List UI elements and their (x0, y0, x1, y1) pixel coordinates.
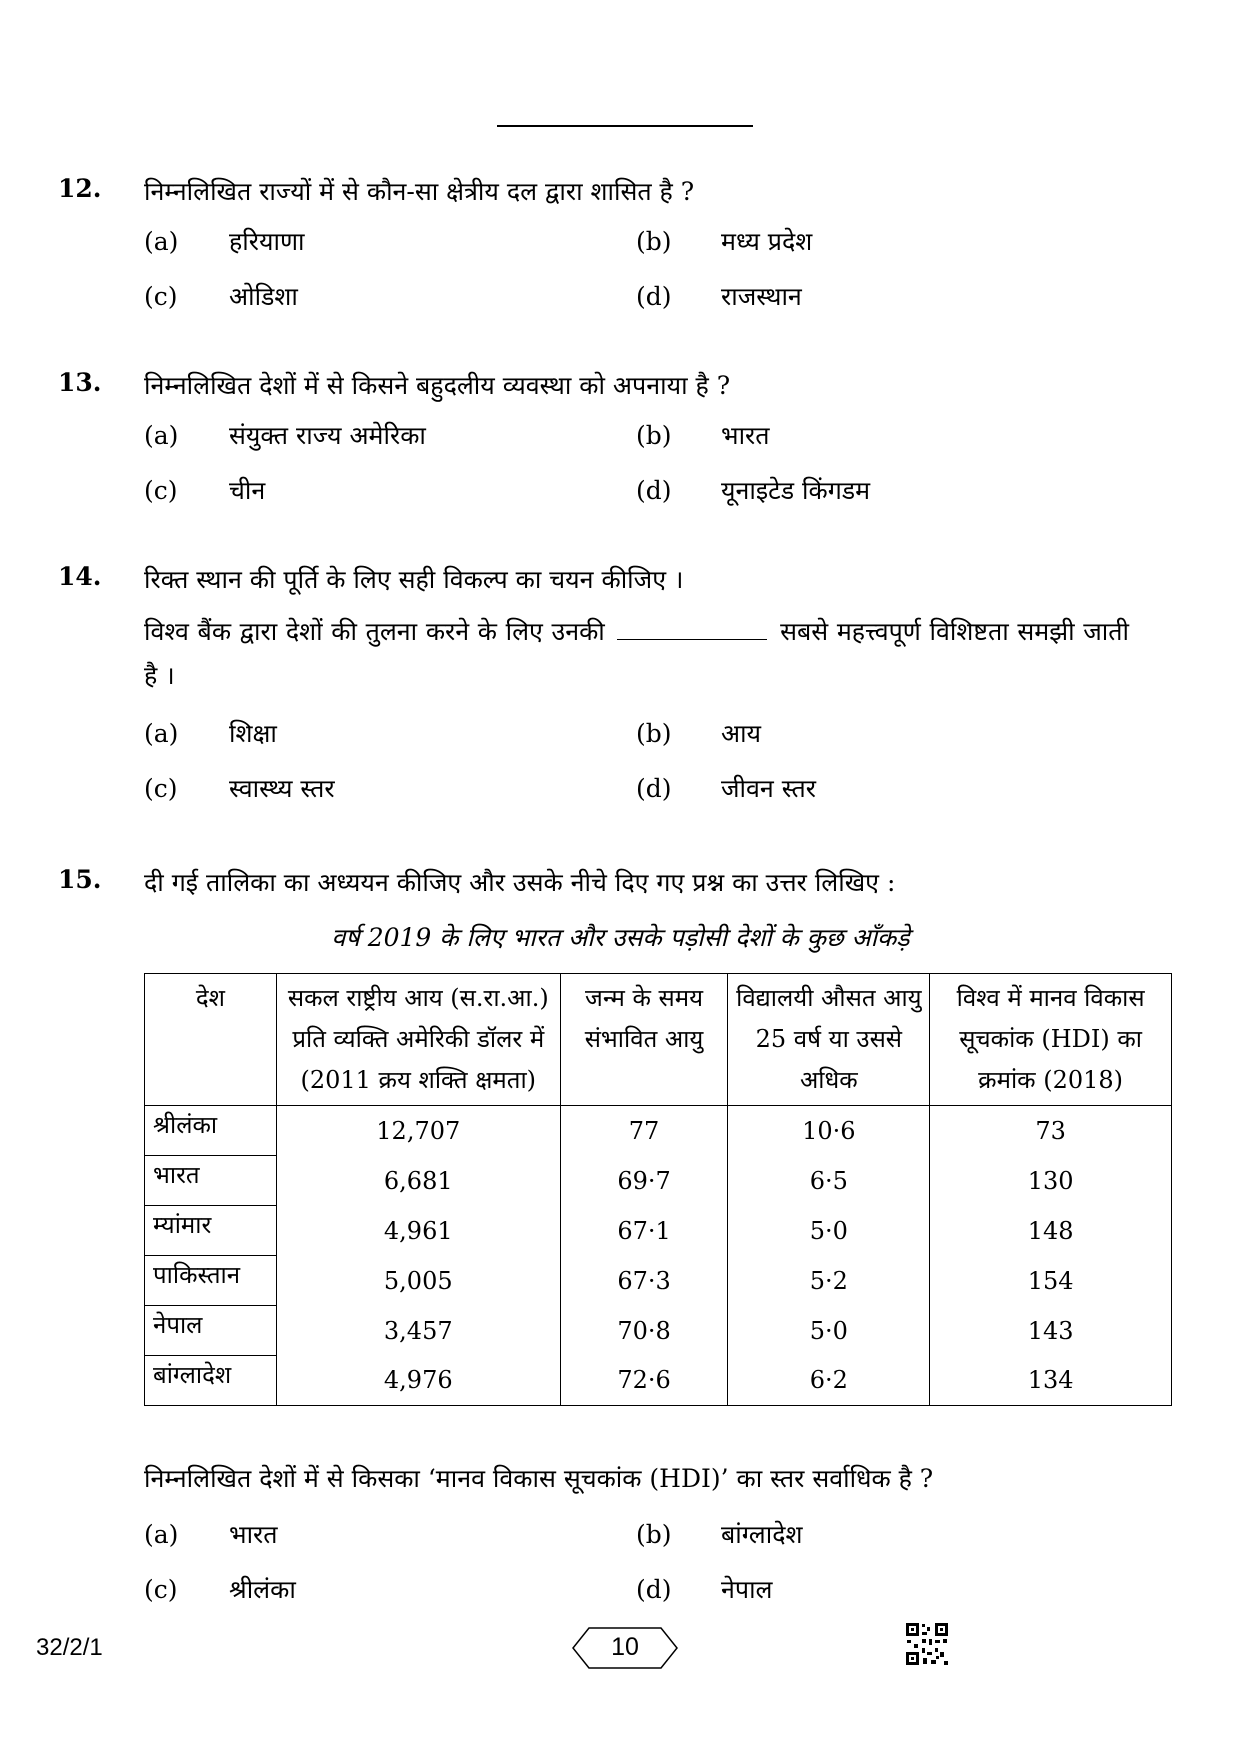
qr-code-icon (905, 1622, 949, 1666)
table-cell: 5,005 (276, 1256, 560, 1306)
question-text: निम्नलिखित राज्यों में से कौन-सा क्षेत्रीय दल द्वारा शासित है ? (144, 177, 695, 206)
option-text: भारत (721, 421, 770, 450)
option-text: हरियाणा (229, 227, 305, 256)
table-row (145, 1256, 1172, 1306)
blank-line (617, 617, 767, 640)
option-text: भारत (229, 1520, 278, 1549)
option-text: राजस्थान (721, 282, 802, 311)
paper-code: 32/2/1 (36, 1634, 103, 1661)
sub-question-text: निम्नलिखित देशों में से किसका ‘मानव विकास सूचकांक (HDI)’ का स्तर सर्वाधिक है ? (144, 1464, 934, 1493)
option-a (144, 716, 277, 750)
table-header-cell: सकल राष्ट्रीय आय (स.रा.आ.) प्रति व्यक्ति अमेरिकी डॉलर में (2011 क्रय शक्ति क्षमता) (276, 974, 560, 1106)
option-text: मध्य प्रदेश (721, 227, 813, 256)
option-label: (a) (144, 719, 179, 748)
fill-in-statement (144, 610, 1129, 698)
table-cell: 73 (930, 1106, 1172, 1156)
table-row (145, 1106, 1172, 1156)
option-d (636, 1572, 773, 1606)
top-divider-rule (497, 125, 753, 127)
option-label: (b) (636, 421, 672, 450)
option-c (144, 279, 298, 313)
page-number-badge (571, 1626, 679, 1670)
table-header-cell: देश (145, 974, 277, 1106)
question-text: निम्नलिखित देशों में से किसने बहुदलीय व्यवस्था को अपनाया है ? (144, 371, 731, 400)
option-label: (c) (144, 774, 178, 803)
data-table (144, 973, 1172, 1406)
table-cell-country: पाकिस्तान (145, 1256, 277, 1306)
option-text: ओडिशा (229, 282, 298, 311)
option-text: नेपाल (721, 1575, 773, 1604)
table-cell: 5·0 (728, 1306, 930, 1356)
option-b (636, 1517, 802, 1551)
table-row (145, 1356, 1172, 1406)
table-cell: 10·6 (728, 1106, 930, 1156)
option-c (144, 771, 335, 805)
table-cell-country: बांग्लादेश (145, 1356, 277, 1406)
option-a (144, 1517, 278, 1551)
statement-after-blank: सबसे महत्त्वपूर्ण विशिष्टता समझी जाती है । (144, 617, 1129, 690)
option-label: (c) (144, 282, 178, 311)
table-cell: 4,961 (276, 1206, 560, 1256)
table-cell-country: नेपाल (145, 1306, 277, 1356)
table-row (145, 1306, 1172, 1356)
option-label: (b) (636, 227, 672, 256)
option-label: (a) (144, 421, 179, 450)
table-cell: 148 (930, 1206, 1172, 1256)
table-cell-country: म्यांमार (145, 1206, 277, 1256)
option-text: यूनाइटेड किंगडम (721, 476, 871, 505)
option-c (144, 1572, 296, 1606)
option-c (144, 473, 265, 507)
table-cell: 130 (930, 1156, 1172, 1206)
table-cell: 154 (930, 1256, 1172, 1306)
option-text: चीन (229, 476, 266, 505)
table-cell: 134 (930, 1356, 1172, 1406)
option-b (636, 224, 812, 258)
table-cell: 67·1 (560, 1206, 728, 1256)
table-header-cell: विद्यालयी औसत आयु 25 वर्ष या उससे अधिक (728, 974, 930, 1106)
option-label: (b) (636, 1520, 672, 1549)
option-a (144, 224, 305, 258)
table-cell: 6·5 (728, 1156, 930, 1206)
table-cell: 143 (930, 1306, 1172, 1356)
option-label: (c) (144, 476, 178, 505)
table-header-cell: विश्व में मानव विकास सूचकांक (HDI) का क्रमांक (2018) (930, 974, 1172, 1106)
option-text: जीवन स्तर (721, 774, 816, 803)
option-text: श्रीलंका (229, 1575, 296, 1604)
option-b (636, 716, 761, 750)
table-row (145, 1206, 1172, 1256)
question-text: रिक्त स्थान की पूर्ति के लिए सही विकल्प का चयन कीजिए । (144, 565, 684, 594)
page-number: 10 (611, 1633, 639, 1661)
option-label: (d) (636, 1575, 672, 1604)
option-d (636, 279, 802, 313)
option-text: शिक्षा (229, 719, 277, 748)
question-number: 13. (58, 368, 102, 397)
option-label: (a) (144, 1520, 179, 1549)
table-cell: 6·2 (728, 1356, 930, 1406)
table-cell: 69·7 (560, 1156, 728, 1206)
option-label: (a) (144, 227, 179, 256)
table-cell: 5·0 (728, 1206, 930, 1256)
option-b (636, 418, 770, 452)
option-label: (d) (636, 476, 672, 505)
table-cell: 4,976 (276, 1356, 560, 1406)
option-text: स्वास्थ्य स्तर (229, 774, 335, 803)
table-row (145, 1156, 1172, 1206)
option-text: बांग्लादेश (721, 1520, 803, 1549)
option-label: (d) (636, 774, 672, 803)
question-text: दी गई तालिका का अध्ययन कीजिए और उसके नीचे दिए गए प्रश्न का उत्तर लिखिए : (144, 868, 896, 897)
option-a (144, 418, 426, 452)
table-cell: 77 (560, 1106, 728, 1156)
table-header-row (145, 974, 1172, 1106)
table-cell: 6,681 (276, 1156, 560, 1206)
table-cell: 12,707 (276, 1106, 560, 1156)
table-header-cell: जन्म के समय संभावित आयु (560, 974, 728, 1106)
option-text: संयुक्त राज्य अमेरिका (229, 421, 426, 450)
question-number: 12. (58, 174, 102, 203)
table-cell: 5·2 (728, 1256, 930, 1306)
question-number: 15. (58, 865, 102, 894)
option-label: (d) (636, 282, 672, 311)
statement-before-blank: विश्व बैंक द्वारा देशों की तुलना करने के लिए उनकी (144, 617, 605, 646)
table-caption: वर्ष 2019 के लिए भारत और उसके पड़ोसी देशों के कुछ आँकड़े (331, 923, 910, 952)
option-label: (b) (636, 719, 672, 748)
table-cell: 67·3 (560, 1256, 728, 1306)
table-cell-country: भारत (145, 1156, 277, 1206)
table-cell: 3,457 (276, 1306, 560, 1356)
table-cell: 70·8 (560, 1306, 728, 1356)
option-label: (c) (144, 1575, 178, 1604)
table-cell-country: श्रीलंका (145, 1106, 277, 1156)
option-d (636, 771, 816, 805)
table-cell: 72·6 (560, 1356, 728, 1406)
option-d (636, 473, 870, 507)
question-number: 14. (58, 562, 102, 591)
option-text: आय (721, 719, 762, 748)
